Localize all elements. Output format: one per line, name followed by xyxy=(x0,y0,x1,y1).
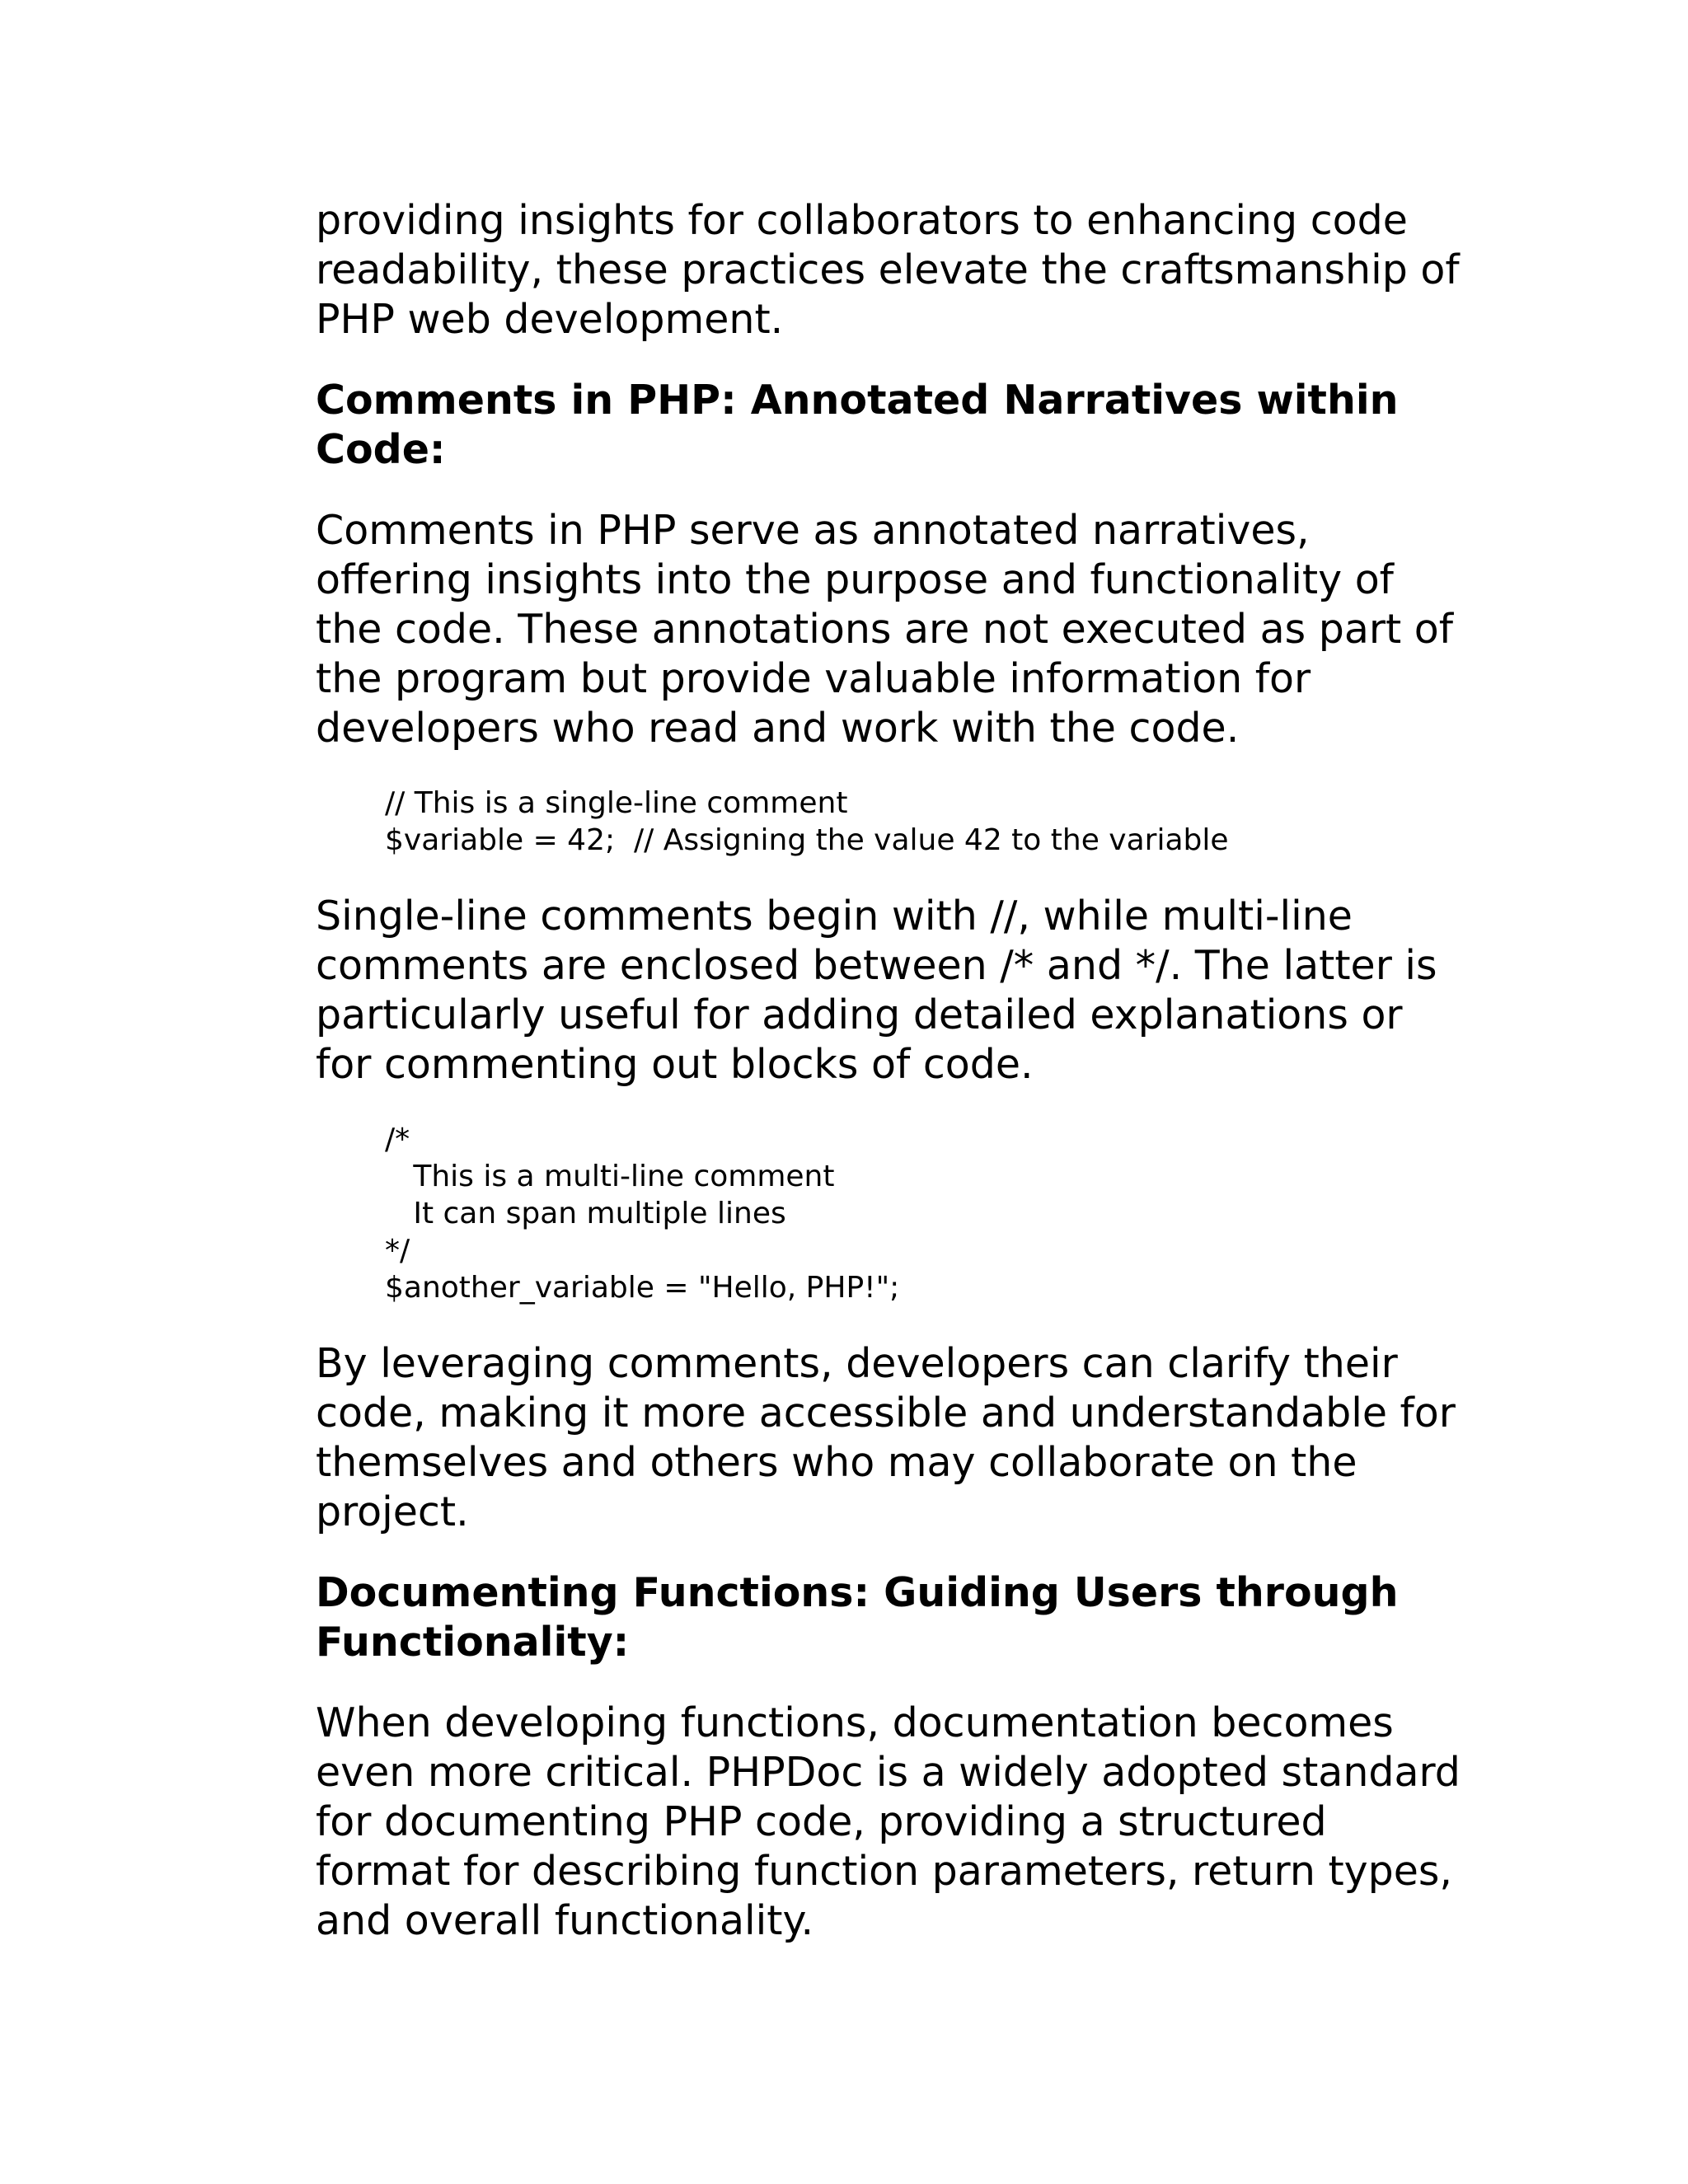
code-line: // This is a single-line comment xyxy=(385,786,848,820)
heading-comments-in-php: Comments in PHP: Annotated Narratives within Code: xyxy=(316,377,1399,473)
code-line: It can span multiple lines xyxy=(385,1197,786,1230)
code-line: This is a multi-line comment xyxy=(385,1160,835,1193)
code-block-single-line-comment xyxy=(385,785,1470,859)
code-line: */ xyxy=(385,1234,410,1268)
paragraph-comments-intro: Comments in PHP serve as annotated narratives, offering insights into the purpose and functionality of the code. These annotations are not executed as part of the program but provide valuable information for developers who read and work with the code. xyxy=(316,507,1454,752)
paragraph-leveraging-comments: By leveraging comments, developers can clarify their code, making it more accessible and understandable for themselves and others who may collaborate on the project. xyxy=(316,1340,1456,1535)
code-line: $variable = 42; // Assigning the value 42 to the variable xyxy=(385,823,1229,857)
code-block-multi-line-comment xyxy=(385,1121,1470,1306)
heading-documenting-functions: Documenting Functions: Guiding Users through Functionality: xyxy=(316,1569,1399,1666)
paragraph-intro-continuation: providing insights for collaborators to enhancing code readability, these practices elevate the craftsmanship of PHP web development. xyxy=(316,197,1460,343)
page-content xyxy=(316,196,1470,1977)
code-line: /* xyxy=(385,1122,410,1156)
paragraph-single-multi-line: Single-line comments begin with //, while multi-line comments are enclosed between /* and */. The latter is particularly useful for adding detailed explanations or for commenting out blocks of code. xyxy=(316,893,1437,1088)
paragraph-documenting-functions: When developing functions, documentation becomes even more critical. PHPDoc is a widely adopted standard for documenting PHP code, providing a structured format for describing function parameters, return types, and overall functionality. xyxy=(316,1699,1461,1944)
code-line: $another_variable = "Hello, PHP!"; xyxy=(385,1271,900,1305)
